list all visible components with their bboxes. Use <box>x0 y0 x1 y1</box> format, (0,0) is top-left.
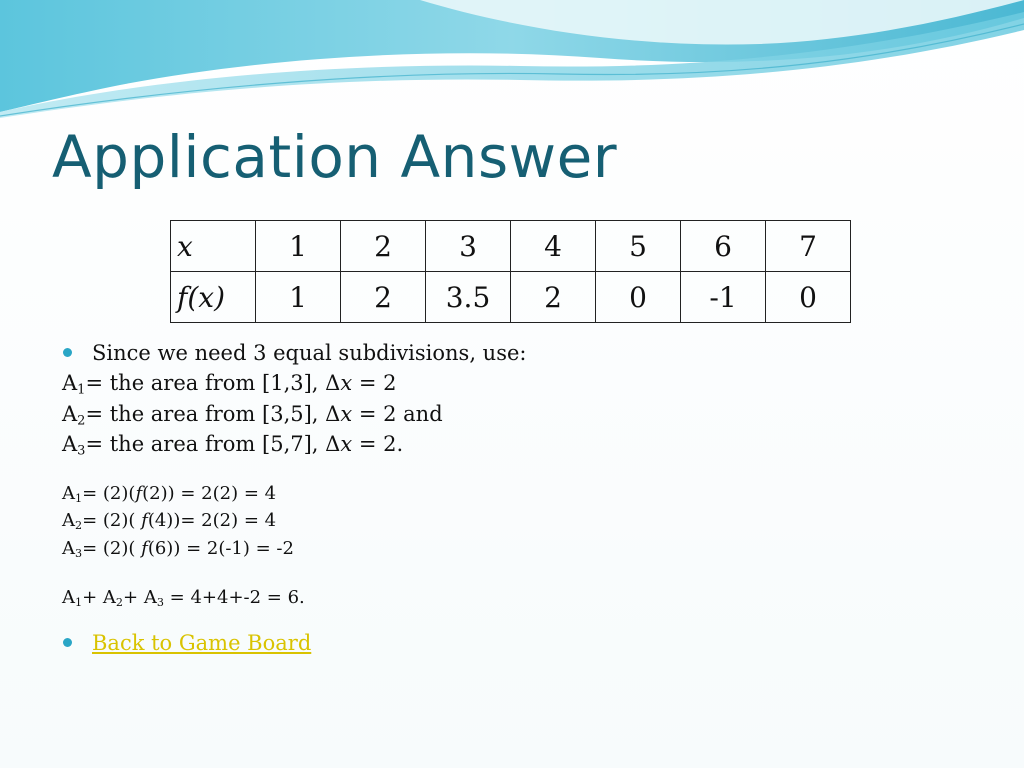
spacer <box>62 562 962 584</box>
area-symbol: A <box>62 432 78 456</box>
spacer <box>62 460 962 480</box>
area-variable: x <box>340 432 353 456</box>
area-variable: x <box>340 401 353 426</box>
table-cell: -1 <box>681 272 766 323</box>
bullet-item-link <box>62 628 962 658</box>
bullet-icon <box>63 348 72 357</box>
table-cell: 7 <box>766 221 851 272</box>
area-subscript: 3 <box>77 443 86 459</box>
values-table <box>170 220 851 323</box>
table-cell: 0 <box>596 272 681 323</box>
bullet-item <box>62 338 962 368</box>
calc-symbol: A <box>62 482 75 504</box>
table-cell: 1 <box>256 272 341 323</box>
slide-title: Application Answer <box>52 123 618 191</box>
table-cell: 5 <box>596 221 681 272</box>
calc-function: f <box>135 482 143 504</box>
sum-subscript: 3 <box>156 595 164 609</box>
calc-symbol: A <box>62 537 75 559</box>
table-cell: 3.5 <box>426 272 511 323</box>
calculation-line <box>62 535 962 563</box>
table-cell: 2 <box>341 272 426 323</box>
calc-result: (4))= 2(2) = 4 <box>147 510 277 531</box>
header-wave-decoration <box>0 0 1024 130</box>
area-definition-line <box>62 399 962 430</box>
bullet-text: Since we need 3 equal subdivisions, use: <box>92 341 527 365</box>
slide-body <box>62 338 962 658</box>
table-cell-header: x <box>171 221 256 272</box>
area-symbol: A <box>62 371 78 395</box>
calc-subscript: 2 <box>75 518 83 532</box>
back-to-game-board-link[interactable]: Back to Game Board <box>92 630 312 655</box>
area-definition-line <box>62 429 962 460</box>
table-cell-header: f(x) <box>171 272 256 323</box>
area-text: = the area from [5,7], Δ <box>85 432 341 456</box>
sum-subscript: 2 <box>115 595 124 609</box>
calc-text: = (2)( <box>82 510 142 531</box>
sum-result: = 4+4+-2 = 6. <box>163 587 305 608</box>
calc-result: (6)) = 2(-1) = -2 <box>147 537 294 559</box>
table-cell: 0 <box>766 272 851 323</box>
bullet-icon <box>63 638 72 647</box>
area-subscript: 1 <box>77 382 86 398</box>
sum-symbol: + A <box>82 587 116 608</box>
calc-symbol: A <box>62 510 75 531</box>
spacer <box>62 612 962 628</box>
calc-function: f <box>141 510 148 531</box>
area-variable: x <box>340 371 353 395</box>
area-value: = 2. <box>352 432 404 456</box>
calc-function: f <box>141 537 148 559</box>
sum-line <box>62 584 962 612</box>
table-cell: 1 <box>256 221 341 272</box>
sum-subscript: 1 <box>75 595 83 609</box>
area-value: = 2 <box>352 371 397 395</box>
calculation-line <box>62 507 962 535</box>
table-row-fx <box>171 272 851 323</box>
table-cell: 4 <box>511 221 596 272</box>
calc-text: = (2)( <box>82 537 142 559</box>
calc-subscript: 1 <box>75 491 83 505</box>
table-row-x <box>171 221 851 272</box>
sum-symbol: A <box>62 587 75 608</box>
calculation-line <box>62 480 962 508</box>
calc-result: (2)) = 2(2) = 4 <box>142 482 277 504</box>
area-definition-line <box>62 368 962 399</box>
area-text: = the area from [3,5], Δ <box>85 401 341 426</box>
table-cell: 2 <box>511 272 596 323</box>
table-cell: 3 <box>426 221 511 272</box>
area-symbol: A <box>62 401 78 426</box>
table-cell: 6 <box>681 221 766 272</box>
calc-text: = (2)( <box>82 482 136 504</box>
sum-symbol: + A <box>123 587 157 608</box>
table-cell: 2 <box>341 221 426 272</box>
calc-subscript: 3 <box>75 546 83 560</box>
area-value: = 2 and <box>352 401 443 426</box>
area-subscript: 2 <box>77 412 86 428</box>
area-text: = the area from [1,3], Δ <box>85 371 341 395</box>
